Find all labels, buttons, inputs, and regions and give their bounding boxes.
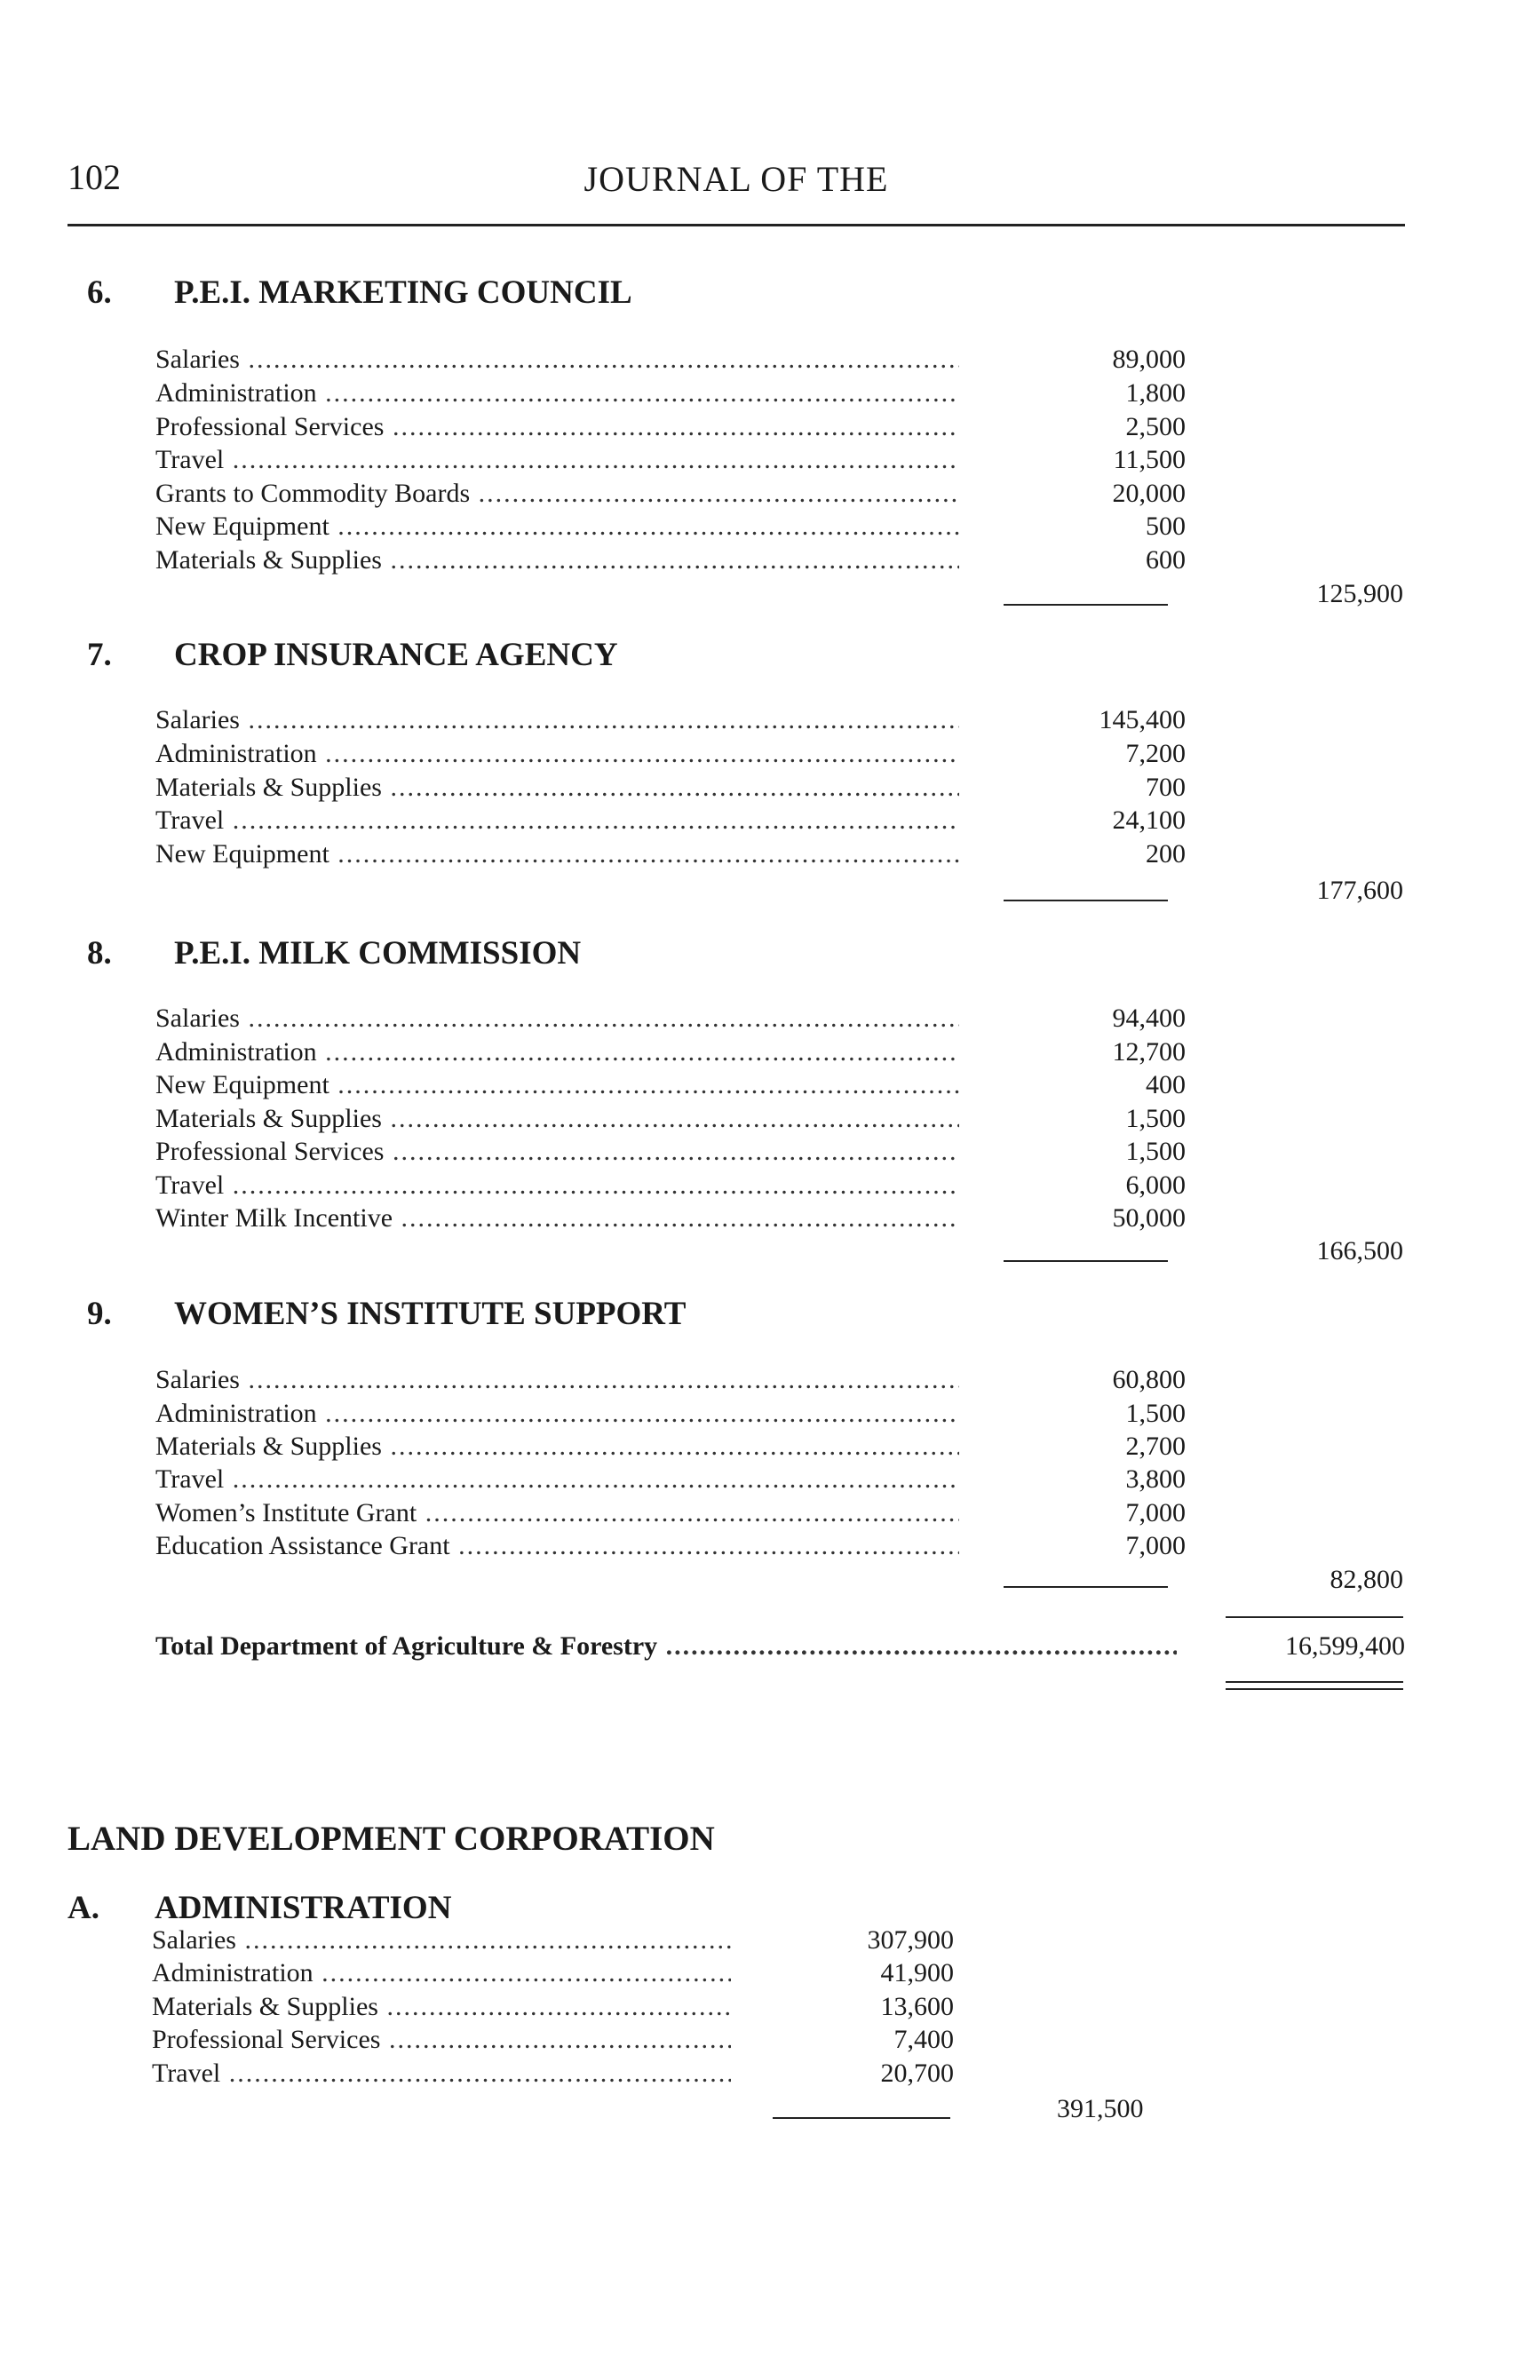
section-name: WOMEN’S INSTITUTE SUPPORT bbox=[174, 1296, 687, 1332]
line-item-amount: 41,900 bbox=[880, 1958, 954, 1987]
line-item-amount: 200 bbox=[1146, 839, 1186, 869]
line-item-amount: 24,100 bbox=[1112, 805, 1186, 835]
line-item-label: Materials & Supplies ..... bbox=[155, 773, 959, 806]
corporation-title: LAND DEVELOPMENT CORPORATION bbox=[67, 1820, 715, 1858]
line-item bbox=[155, 805, 1186, 839]
line-item bbox=[152, 2025, 954, 2059]
section-total: 391,500 bbox=[1057, 2094, 1144, 2123]
grand-total-label: Total Department of Agriculture & Forestry ..... bbox=[155, 1631, 1177, 1665]
line-item-label: Education Assistance Grant ..... bbox=[155, 1531, 959, 1565]
line-item bbox=[155, 1399, 1186, 1432]
section-number: 6. bbox=[87, 274, 112, 311]
line-item-label: Administration ..... bbox=[155, 1399, 959, 1432]
subtotal-rule bbox=[1004, 1260, 1168, 1262]
line-item-label: Professional Services ..... bbox=[155, 1137, 959, 1170]
subtotal-rule bbox=[1004, 1586, 1168, 1588]
line-item-label: New Equipment ..... bbox=[155, 512, 959, 545]
line-item bbox=[155, 512, 1186, 545]
section-name: P.E.I. MILK COMMISSION bbox=[174, 935, 582, 972]
section-total: 125,900 bbox=[1316, 579, 1403, 608]
header-rule bbox=[67, 224, 1405, 226]
line-item bbox=[152, 1992, 954, 2026]
section-number: 8. bbox=[87, 935, 112, 972]
line-item-amount: 3,800 bbox=[1125, 1464, 1186, 1494]
line-item-amount: 50,000 bbox=[1112, 1203, 1186, 1233]
line-item-amount: 7,000 bbox=[1125, 1498, 1186, 1527]
section-total: 82,800 bbox=[1330, 1565, 1403, 1594]
line-item bbox=[155, 1498, 1186, 1532]
line-item bbox=[155, 1004, 1186, 1037]
line-item bbox=[155, 1531, 1186, 1565]
line-item-label: Travel ..... bbox=[155, 445, 959, 479]
line-item bbox=[155, 839, 1186, 873]
line-item-label: Women’s Institute Grant ..... bbox=[155, 1498, 959, 1532]
line-item-amount: 145,400 bbox=[1099, 705, 1186, 734]
line-item-amount: 20,700 bbox=[880, 2059, 954, 2088]
line-item-label: Salaries ..... bbox=[155, 1004, 959, 1037]
section-total: 177,600 bbox=[1316, 876, 1403, 905]
line-item bbox=[155, 345, 1186, 378]
line-item-amount: 7,200 bbox=[1125, 739, 1186, 768]
line-item-label: Salaries ..... bbox=[155, 705, 959, 739]
line-item-label: Materials & Supplies ..... bbox=[155, 545, 959, 579]
section-name: P.E.I. MARKETING COUNCIL bbox=[174, 274, 632, 311]
line-item-label: Salaries ..... bbox=[152, 1925, 731, 1959]
section-name: CROP INSURANCE AGENCY bbox=[174, 637, 618, 673]
section-number: 9. bbox=[87, 1296, 112, 1332]
line-item-label: Winter Milk Incentive ..... bbox=[155, 1203, 959, 1237]
line-item bbox=[155, 705, 1186, 739]
line-item-amount: 20,000 bbox=[1112, 479, 1186, 508]
line-item-label: Administration ..... bbox=[152, 1958, 731, 1992]
line-item-amount: 307,900 bbox=[867, 1925, 954, 1955]
line-item bbox=[155, 378, 1186, 412]
line-item-amount: 60,800 bbox=[1112, 1365, 1186, 1394]
line-item bbox=[155, 1104, 1186, 1138]
line-item-label: Materials & Supplies ..... bbox=[155, 1104, 959, 1138]
section-number: 7. bbox=[87, 637, 112, 673]
line-item-label: Administration ..... bbox=[155, 739, 959, 773]
line-item-amount: 13,600 bbox=[880, 1992, 954, 2021]
section-number: A. bbox=[67, 1890, 99, 1926]
grand-total-amount: 16,599,400 bbox=[1285, 1631, 1405, 1661]
section-name: ADMINISTRATION bbox=[155, 1890, 452, 1926]
line-item-label: Administration ..... bbox=[155, 378, 959, 412]
line-item-label: Professional Services ..... bbox=[152, 2025, 731, 2059]
line-item bbox=[155, 1365, 1186, 1399]
line-item-label: Travel ..... bbox=[152, 2059, 731, 2092]
line-item-amount: 1,500 bbox=[1125, 1399, 1186, 1428]
page-header bbox=[67, 156, 1405, 210]
grand-total-rule bbox=[1226, 1616, 1403, 1618]
line-item bbox=[155, 479, 1186, 512]
line-item bbox=[155, 445, 1186, 479]
line-item-label: Travel ..... bbox=[155, 805, 959, 839]
line-item-label: Salaries ..... bbox=[155, 345, 959, 378]
line-item-amount: 600 bbox=[1146, 545, 1186, 575]
line-item-label: Professional Services ..... bbox=[155, 412, 959, 446]
grand-total-line bbox=[155, 1631, 1405, 1665]
subtotal-rule bbox=[773, 2117, 950, 2119]
line-item-label: Materials & Supplies ..... bbox=[155, 1432, 959, 1465]
line-item-amount: 6,000 bbox=[1125, 1170, 1186, 1200]
line-item-amount: 1,500 bbox=[1125, 1137, 1186, 1166]
subtotal-rule bbox=[1004, 900, 1168, 901]
line-item-label: Grants to Commodity Boards ..... bbox=[155, 479, 959, 512]
subtotal-rule bbox=[1004, 604, 1168, 606]
line-item-amount: 12,700 bbox=[1112, 1037, 1186, 1067]
line-item bbox=[155, 1170, 1186, 1204]
line-item bbox=[155, 739, 1186, 773]
line-item-label: New Equipment ..... bbox=[155, 1070, 959, 1104]
line-item-amount: 400 bbox=[1146, 1070, 1186, 1099]
line-item bbox=[155, 1070, 1186, 1104]
line-item bbox=[152, 2059, 954, 2092]
line-item-amount: 7,000 bbox=[1125, 1531, 1186, 1560]
page-number: 102 bbox=[67, 157, 121, 197]
line-item-label: Travel ..... bbox=[155, 1464, 959, 1498]
line-item bbox=[155, 1037, 1186, 1071]
section-total: 166,500 bbox=[1316, 1236, 1403, 1265]
line-item-amount: 2,700 bbox=[1125, 1432, 1186, 1461]
line-item bbox=[155, 412, 1186, 446]
line-item-amount: 11,500 bbox=[1113, 445, 1186, 474]
line-item bbox=[155, 1464, 1186, 1498]
line-item-amount: 500 bbox=[1146, 512, 1186, 541]
line-item bbox=[155, 773, 1186, 806]
line-item-label: Travel ..... bbox=[155, 1170, 959, 1204]
line-item-amount: 2,500 bbox=[1125, 412, 1186, 441]
line-item bbox=[155, 1137, 1186, 1170]
line-item-label: Administration ..... bbox=[155, 1037, 959, 1071]
line-item-amount: 7,400 bbox=[893, 2025, 954, 2054]
line-item-amount: 1,800 bbox=[1125, 378, 1186, 408]
line-item bbox=[155, 1203, 1186, 1237]
line-item bbox=[155, 545, 1186, 579]
line-item-amount: 700 bbox=[1146, 773, 1186, 802]
line-item-amount: 94,400 bbox=[1112, 1004, 1186, 1033]
running-title: JOURNAL OF THE bbox=[583, 159, 889, 199]
line-item bbox=[152, 1925, 954, 1959]
grand-total-double-rule bbox=[1226, 1681, 1403, 1690]
line-item-amount: 1,500 bbox=[1125, 1104, 1186, 1133]
line-item bbox=[155, 1432, 1186, 1465]
line-item-label: New Equipment ..... bbox=[155, 839, 959, 873]
line-item-label: Salaries ..... bbox=[155, 1365, 959, 1399]
line-item-amount: 89,000 bbox=[1112, 345, 1186, 374]
line-item bbox=[152, 1958, 954, 1992]
line-item-label: Materials & Supplies ..... bbox=[152, 1992, 731, 2026]
